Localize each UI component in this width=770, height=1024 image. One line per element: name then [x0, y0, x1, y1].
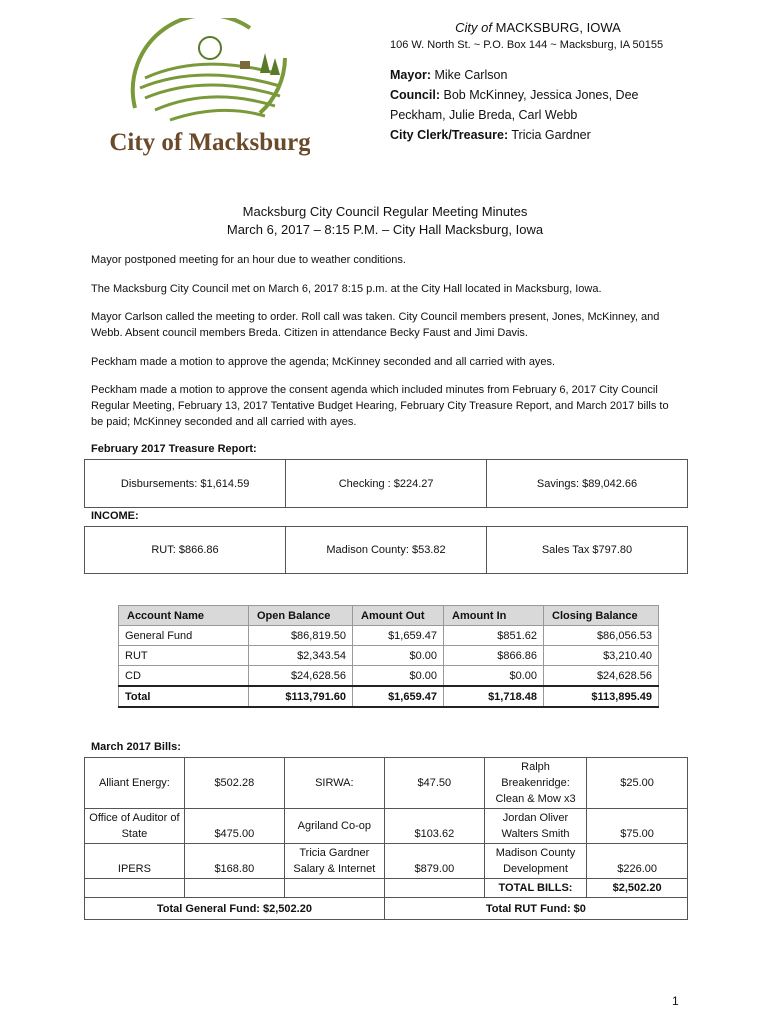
table-header-row	[119, 606, 659, 626]
table-row: CD $24,628.56 $0.00 $0.00 $24,628.56	[119, 666, 659, 687]
column-header: Amount In	[444, 606, 544, 626]
mayor-line: Mayor: Mike Carlson	[390, 68, 508, 82]
council-line-2: Peckham, Julie Breda, Carl Webb	[390, 108, 578, 122]
total-bills-label: TOTAL BILLS:	[484, 879, 586, 898]
meeting-title: Macksburg City Council Regular Meeting Minutes March 6, 2017 – 8:15 P.M. – City Hall Macksburg, Iowa	[226, 204, 544, 237]
disbursements-cell: Disbursements: $1,614.59	[85, 460, 286, 508]
column-header: Open Balance	[249, 606, 353, 626]
column-header: Account Name	[119, 606, 249, 626]
officials-list	[390, 65, 760, 145]
account-balance-table	[118, 605, 659, 708]
income-heading: INCOME:	[91, 510, 139, 522]
table-total-row: Total $113,791.60 $1,659.47 $1,718.48 $113,895.49	[119, 686, 659, 707]
paragraph-consent-motion: Peckham made a motion to approve the consent agenda which included minutes from February 6, 2017 City Council Regular Meeting, February 13, 2017 Tentative Budget Hearing, February City Treasure Report, and March 2017 bills to be paid; McKinney seconded and all carried with ayes.	[91, 384, 669, 428]
column-header: Closing Balance	[544, 606, 659, 626]
city-address: 106 W. North St. ~ P.O. Box 144 ~ Macksburg, IA 50155	[390, 39, 664, 51]
bills-heading: March 2017 Bills:	[91, 741, 181, 753]
checking-cell: Checking : $224.27	[286, 460, 487, 508]
table-row: Alliant Energy: $502.28 SIRWA: $47.50 Ralph Breakenridge: Clean & Mow x3 $25.00	[85, 758, 688, 809]
bills-table	[84, 757, 688, 920]
table-row: IPERS $168.80 Tricia Gardner Salary & Internet $879.00 Madison County Development $226.00	[85, 844, 688, 879]
paragraph-meeting-info: The Macksburg City Council met on March 6, 2017 8:15 p.m. at the City Hall located in Macksburg, Iowa.	[91, 283, 602, 295]
city-logo	[110, 18, 310, 163]
city-name: City of MACKSBURG, IOWA	[455, 20, 621, 35]
rut-fund-total: Total RUT Fund: $0	[384, 898, 687, 920]
page-number: 1	[672, 994, 679, 1008]
treasure-heading: February 2017 Treasure Report:	[91, 443, 257, 455]
paragraph-roll-call: Mayor Carlson called the meeting to order. Roll call was taken. City Council members present, Jones, McKinney, and Webb. Absent council members Breda. Citizen in attendance Becky Faust and Jimi Davis.	[91, 311, 660, 339]
treasure-table	[84, 459, 688, 508]
paragraph-postponed: Mayor postponed meeting for an hour due to weather conditions.	[91, 254, 406, 266]
logo-text: City of Macksburg	[110, 129, 310, 156]
paragraph-agenda-motion: Peckham made a motion to approve the agenda; McKinney seconded and all carried with ayes.	[91, 356, 556, 368]
sales-tax-cell: Sales Tax $797.80	[486, 527, 687, 574]
savings-cell: Savings: $89,042.66	[487, 460, 688, 508]
table-row: RUT $2,343.54 $0.00 $866.86 $3,210.40	[119, 646, 659, 666]
fund-totals-row	[85, 898, 688, 920]
table-row: General Fund $86,819.50 $1,659.47 $851.62 $86,056.53	[119, 626, 659, 646]
council-line: Council: Bob McKinney, Jessica Jones, Dee	[390, 88, 639, 102]
clerk-line: City Clerk/Treasure: Tricia Gardner	[390, 128, 591, 142]
rut-income-cell: RUT: $866.86	[85, 527, 286, 574]
column-header: Amount Out	[353, 606, 444, 626]
table-row: Office of Auditor of State $475.00 Agriland Co-op $103.62 Jordan Oliver Walters Smith $75.00	[85, 809, 688, 844]
city-header	[390, 20, 760, 145]
table-total-row	[85, 879, 688, 898]
general-fund-total: Total General Fund: $2,502.20	[85, 898, 385, 920]
income-table	[84, 526, 688, 574]
total-bills-value: $2,502.20	[587, 879, 688, 898]
madison-income-cell: Madison County: $53.82	[285, 527, 486, 574]
